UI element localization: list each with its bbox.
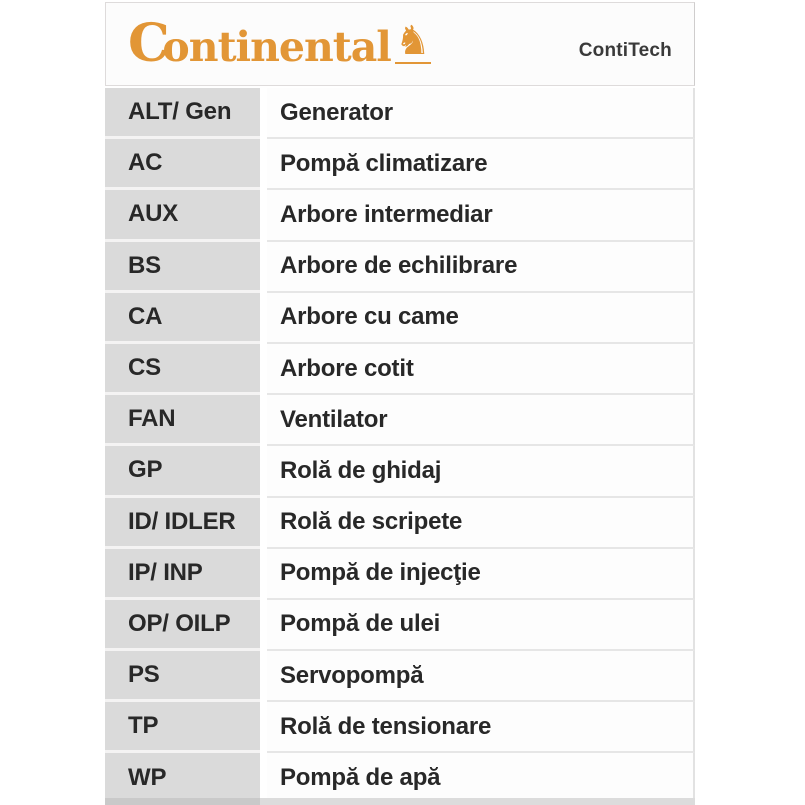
column-gap xyxy=(260,549,267,600)
table-row xyxy=(105,753,695,804)
description-cell: Arbore cotit xyxy=(267,344,695,395)
column-gap xyxy=(260,395,267,446)
contitech-brand-label: ContiTech xyxy=(578,40,672,61)
description-cell: Pompă de ulei xyxy=(267,600,695,651)
description-cell: Arbore intermediar xyxy=(267,190,695,241)
table-row xyxy=(105,651,695,702)
table-row xyxy=(105,600,695,651)
column-gap xyxy=(260,139,267,190)
abbreviation-code-cell: AUX xyxy=(105,190,260,241)
table-row xyxy=(105,395,695,446)
abbreviation-code-cell: AC xyxy=(105,139,260,190)
abbreviation-code-cell: CS xyxy=(105,344,260,395)
description-cell: Arbore cu came xyxy=(267,293,695,344)
description-cell: Pompă de apă xyxy=(267,753,695,804)
table-row xyxy=(105,88,695,139)
continental-logo xyxy=(128,12,431,74)
table-row xyxy=(105,293,695,344)
description-cell: Rolă de ghidaj xyxy=(267,446,695,497)
cut-off-next-row xyxy=(105,798,695,805)
table-row xyxy=(105,498,695,549)
description-cell: Rolă de tensionare xyxy=(267,702,695,753)
description-cell: Arbore de echilibrare xyxy=(267,242,695,293)
column-gap xyxy=(260,651,267,702)
column-gap xyxy=(260,753,267,804)
description-cell: Pompă climatizare xyxy=(267,139,695,190)
abbreviation-code-cell: CA xyxy=(105,293,260,344)
column-gap xyxy=(260,190,267,241)
abbreviation-code-cell: ID/ IDLER xyxy=(105,498,260,549)
description-cell: Rolă de scripete xyxy=(267,498,695,549)
continental-wordmark: Continental xyxy=(128,12,391,74)
abbreviation-code-cell: BS xyxy=(105,242,260,293)
rearing-horse-icon: ♞ xyxy=(394,19,431,64)
abbreviation-table xyxy=(105,88,695,805)
table-row xyxy=(105,446,695,497)
description-cell: Pompă de injecţie xyxy=(267,549,695,600)
description-cell: Generator xyxy=(267,88,695,139)
abbreviation-code-cell: FAN xyxy=(105,395,260,446)
abbreviation-code-cell: GP xyxy=(105,446,260,497)
column-gap xyxy=(260,293,267,344)
column-gap xyxy=(260,242,267,293)
column-gap xyxy=(260,702,267,753)
abbreviation-code-cell: WP xyxy=(105,753,260,804)
column-gap xyxy=(260,600,267,651)
abbreviation-code-cell: IP/ INP xyxy=(105,549,260,600)
column-gap xyxy=(260,498,267,549)
table-row xyxy=(105,242,695,293)
table-row xyxy=(105,549,695,600)
description-cell: Servopompă xyxy=(267,651,695,702)
column-gap xyxy=(260,446,267,497)
abbreviation-code-cell: ALT/ Gen xyxy=(105,88,260,139)
table-row xyxy=(105,139,695,190)
description-cell: Ventilator xyxy=(267,395,695,446)
table-row xyxy=(105,190,695,241)
table-row xyxy=(105,344,695,395)
column-gap xyxy=(260,88,267,139)
brand-header xyxy=(105,2,695,86)
abbreviation-code-cell: OP/ OILP xyxy=(105,600,260,651)
abbreviation-code-cell: TP xyxy=(105,702,260,753)
abbreviation-code-cell: PS xyxy=(105,651,260,702)
table-row xyxy=(105,702,695,753)
column-gap xyxy=(260,344,267,395)
